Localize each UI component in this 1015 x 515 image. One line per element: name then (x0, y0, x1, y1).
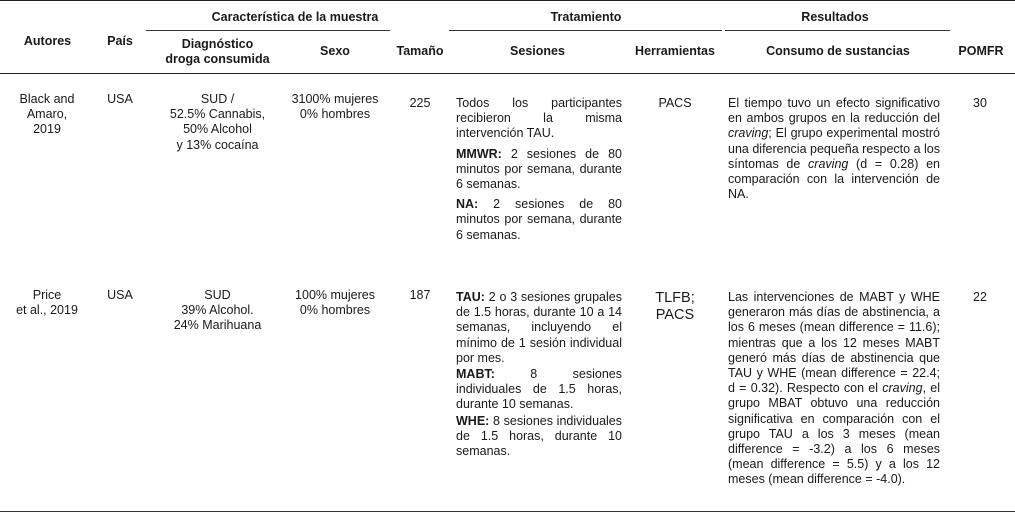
row2-pais: USA (107, 288, 133, 302)
row2-consumo: Las intervenciones de MABT y WHE generaron más días de abstinencia, a los 6 meses (mean difference = 11.6); mientras que a los 12 meses MABT generó más días de abstinencia que TAU y WHE (mean difference = 22.4; d = 0.32). Respecto con el craving, el grupo MBAT obtuvo una reducción significativa en comparación con el grupo TAU a los 3 meses (mean difference = -3.2) a los 6 meses (mean difference = 5.5) y a los 12 meses (mean difference = -4.0). (728, 290, 940, 487)
row2-herramientas: TLFB; PACS (655, 290, 695, 323)
row2-diagnostico: SUD 39% Alcohol. 24% Marihuana (173, 288, 262, 333)
row1-autores: Black and Amaro, 2019 (19, 92, 75, 137)
row1-sexo: 3100% mujeres 0% hombres (291, 92, 379, 122)
header-pais: País (107, 34, 133, 48)
row1-pomfr: 30 (973, 96, 987, 110)
header-pomfr: POMFR (958, 44, 1004, 58)
row2-sesion-3: WHE: 8 sesiones individuales de 1.5 horas, durante 10 semanas. (456, 413, 622, 459)
row1-pais: USA (107, 92, 133, 106)
header-group-resultados: Resultados (801, 10, 869, 24)
row2-sexo: 100% mujeres 0% hombres (295, 288, 375, 318)
header-autores: Autores (23, 34, 72, 48)
header-consumo: Consumo de sustancias (766, 44, 910, 58)
row1-sesion-3: NA: 2 sesiones de 80 minutos por semana, durante 6 semanas. (456, 197, 622, 242)
header-group-muestra: Característica de la muestra (211, 10, 379, 24)
header-herramientas: Herramientas (635, 44, 715, 58)
row1-sesion-2: MMWR: 2 sesiones de 80 minutos por semana, durante 6 semanas. (456, 146, 622, 192)
header-bottom-rule (0, 73, 1015, 74)
header-sexo: Sexo (320, 44, 350, 58)
row2-tamano: 187 (409, 288, 431, 302)
header-sesiones: Sesiones (510, 44, 565, 58)
table-top-rule (0, 0, 1015, 1)
row2-autores: Price et al., 2019 (16, 288, 78, 318)
group-rule-tratamiento (449, 30, 722, 31)
header-diagnostico: Diagnóstico droga consumida (165, 37, 270, 66)
group-rule-muestra (146, 30, 390, 31)
row2-sesiones (456, 290, 622, 460)
row2-sesion-2: MABT: 8 sesiones individuales de 1.5 horas, durante 10 semanas. (456, 367, 622, 412)
header-tamano: Tamaño (396, 44, 444, 58)
row1-herramientas: PACS (658, 96, 692, 110)
row1-sesiones (456, 96, 622, 248)
group-rule-resultados (725, 30, 950, 31)
table-bottom-rule (0, 511, 1015, 512)
row2-pomfr: 22 (973, 290, 987, 304)
row1-sesion-1: Todos los participantes recibieron la misma intervención TAU. (456, 96, 622, 141)
row1-tamano: 225 (409, 96, 431, 110)
header-group-tratamiento: Tratamiento (550, 10, 622, 24)
row1-consumo: El tiempo tuvo un efecto significativo en ambos grupos en la reducción del craving; El grupo experimental mostró una diferencia pequeña respecto a los síntomas de craving (d = 0.28) en comparación con la intervención de NA. (728, 96, 940, 202)
row2-sesion-1: TAU: 2 o 3 sesiones grupales de 1.5 horas, durante 10 a 14 semanas, incluyendo el mínimo de 1 sesión individual por mes. (456, 290, 622, 365)
row1-diagnostico: SUD / 52.5% Cannabis, 50% Alcohol y 13% cocaína (169, 92, 266, 152)
